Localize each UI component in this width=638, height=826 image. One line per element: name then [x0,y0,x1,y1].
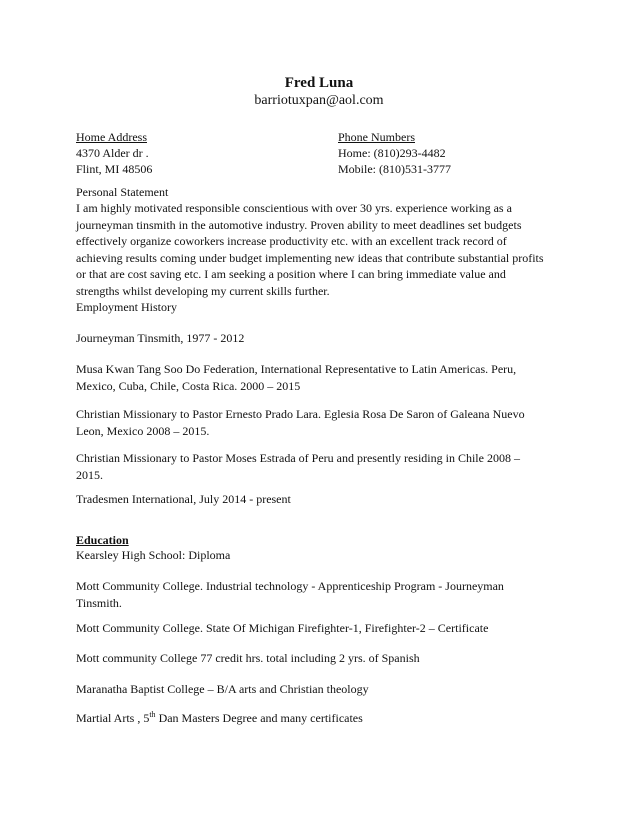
employment-entry-line: Tradesmen International, July 2014 - present [76,492,291,506]
address-line-2: Flint, MI 48506 [76,162,153,176]
education-entry [76,620,556,637]
personal-statement-body [76,200,556,299]
employment-entry [76,450,556,483]
employment-history-heading: Employment History [76,300,177,314]
statement-line: strengths whilst developing my current skills further. [76,283,330,298]
education-entry [76,650,556,667]
employment-entry-line: Christian Missionary to Pastor Ernesto Prado Lara. Eglesia Rosa De Saron of Galeana Nuevo [76,407,525,421]
education-entry [76,547,556,564]
statement-line: or that are cost saving etc. I am seeking a position where I can bring immediate value and [76,267,506,281]
education-entry [76,681,556,698]
employment-entry-line: Leon, Mexico 2008 – 2015. [76,423,210,438]
phone-numbers-block [338,129,451,177]
employment-entry [76,491,556,508]
education-entry-line: Tinsmith. [76,595,122,610]
address-line-1: 4370 Alder dr . [76,146,149,160]
employment-entry [76,330,556,347]
resume-name: Fred Luna [284,75,354,91]
contact-email: barriotuxpan@aol.com [254,93,384,108]
education-entry-line: Mott Community College. State Of Michigan Firefighter-1, Firefighter-2 – Certificate [76,621,489,635]
education-entry-line: Mott community College 77 credit hrs. total including 2 yrs. of Spanish [76,651,420,665]
home-phone: Home: (810)293-4482 [338,146,446,160]
statement-line: effectively organize coworkers increase productivity etc. with an excellent track record of [76,234,507,248]
home-address-block [76,129,152,177]
statement-line: journeyman tinsmith in the automotive industry. Proven ability to meet deadlines set budgets [76,217,522,232]
employment-entry-line: Musa Kwan Tang Soo Do Federation, International Representative to Latin Americas. Peru, [76,362,517,376]
statement-line: achieving results coming under budget implementing new ideas that contribute substantial profits [76,250,544,265]
employment-entry-line: Christian Missionary to Pastor Moses Estrada of Peru and presently residing in Chile 2008 – [76,451,520,465]
employment-entry [76,361,556,394]
employment-entry-line: Journeyman Tinsmith, 1977 - 2012 [76,331,245,345]
home-address-heading: Home Address [76,130,147,144]
employment-entry-line: Mexico, Cuba, Chile, Costa Rica. 2000 – 2015 [76,378,301,393]
education-entry-line: Mott Community College. Industrial technology - Apprenticeship Program - Journeyman [76,579,504,593]
mobile-phone: Mobile: (810)531-3777 [338,162,451,176]
statement-line: I am highly motivated responsible conscientious with over 30 yrs. experience working as a [76,201,512,215]
martial-arts-entry [76,710,556,727]
employment-entry [76,406,556,439]
education-entry-line: Maranatha Baptist College – B/A arts and Christian theology [76,682,369,696]
martial-arts-suffix: Dan Masters Degree and many certificates [155,711,363,725]
martial-arts-ordinal: th [149,710,156,719]
phone-numbers-heading: Phone Numbers [338,130,415,144]
education-entry-line: Kearsley High School: Diploma [76,548,231,562]
personal-statement-heading: Personal Statement [76,185,169,199]
education-entry [76,578,556,611]
education-heading: Education [76,533,129,547]
employment-entry-line: 2015. [76,467,103,482]
martial-arts-prefix: Martial Arts , 5 [76,711,150,725]
